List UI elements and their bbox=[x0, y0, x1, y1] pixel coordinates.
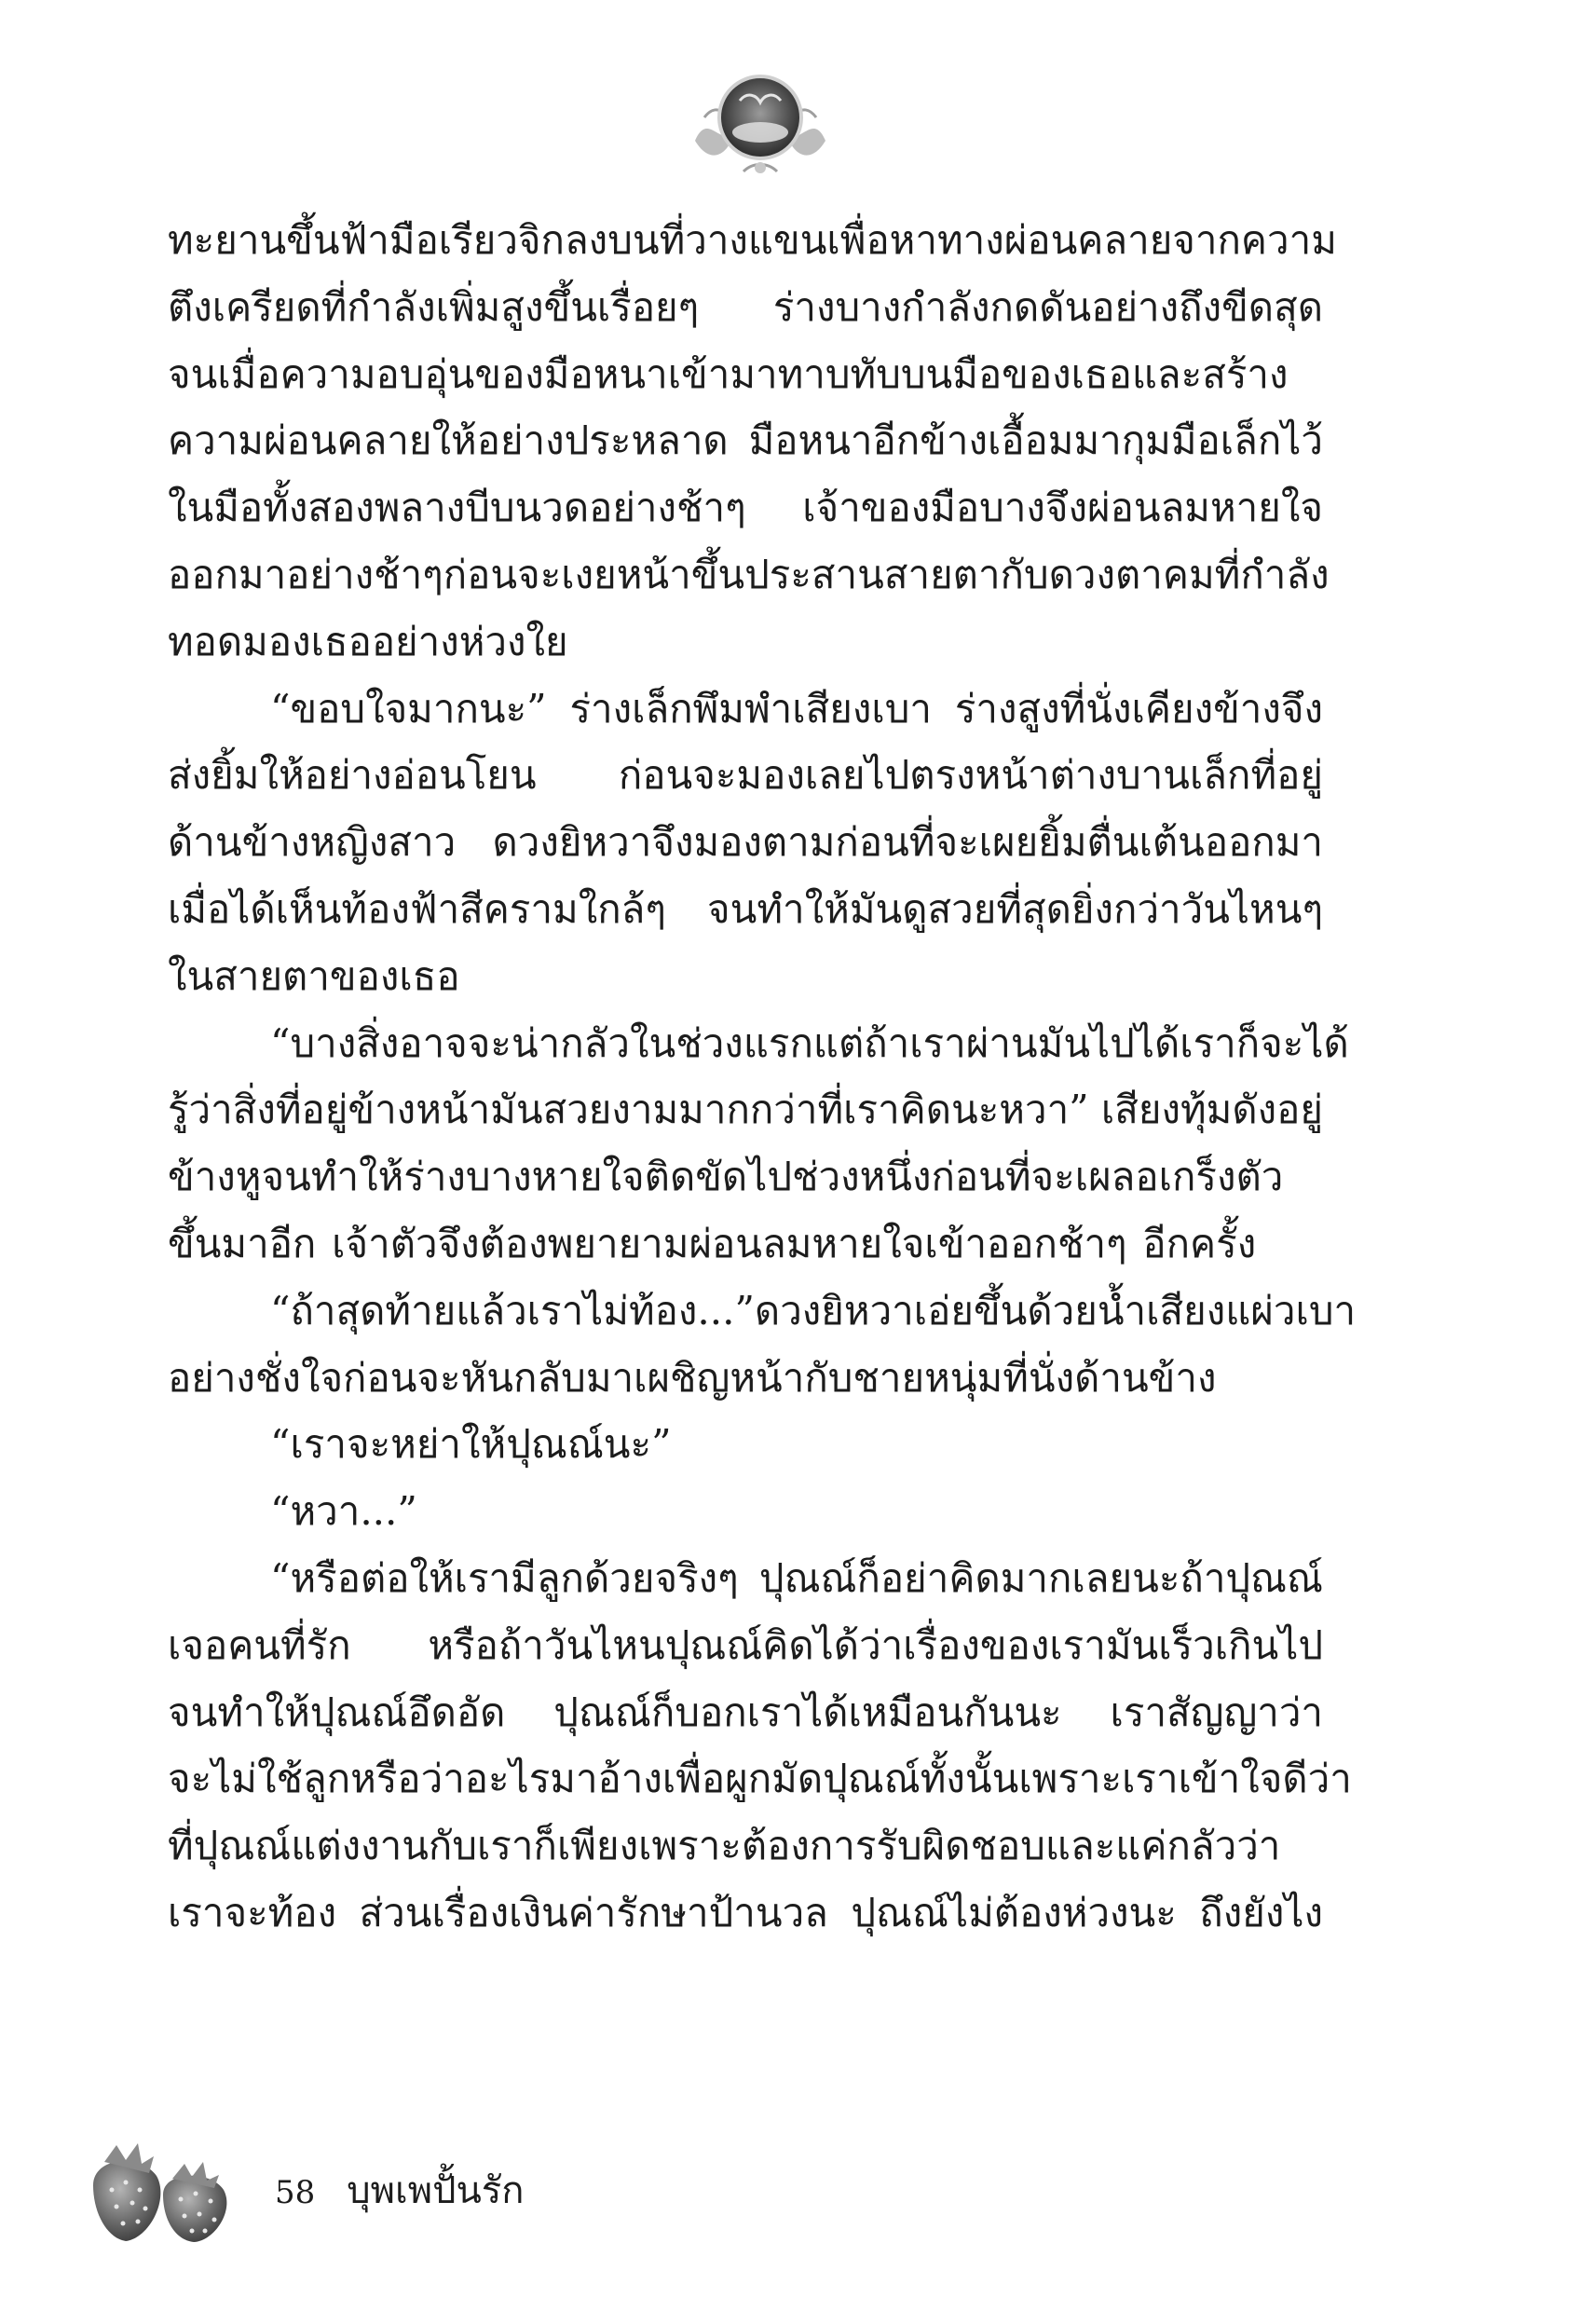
text-word: ส่งยิ้มให้อย่างอ่อนโยน bbox=[168, 752, 537, 799]
text-word: “บางสิ่งอาจจะน่ากลัวในช่วงแรก bbox=[270, 1019, 813, 1066]
text-word: ก่อนจะมองเลยไปตรงหน้าต่างบานเล็กที่อยู่ bbox=[618, 752, 1323, 799]
text-word: เราจะท้อง bbox=[168, 1889, 337, 1935]
text-word: ร่างบางกำลังกดดันอย่างถึงขีดสุด bbox=[772, 283, 1323, 330]
text-word: ดวงยิหวาจึงมองตามก่อนที่จะเผยยิ้มตื่นเต้นออกมา bbox=[492, 819, 1323, 866]
text-word: ความผ่อนคลายให้อย่างประหลาด bbox=[168, 417, 729, 464]
body-text bbox=[168, 207, 1357, 1947]
text-word: เสียงทุ้มดังอยู่ bbox=[1100, 1087, 1323, 1133]
text-line bbox=[168, 1880, 1323, 1947]
text-word: เพราะเราเข้าใจดีว่า bbox=[1018, 1756, 1352, 1802]
text-word: ตึงเครียดที่กำลังเพิ่มสูงขึ้นเรื่อยๆ bbox=[168, 283, 700, 330]
text-word: ปุณณ์ก็อย่าคิดมากเลยนะถ้าปุณณ์ bbox=[758, 1554, 1323, 1601]
strawberries-icon bbox=[84, 2134, 242, 2246]
text-word: เราสัญญาว่า bbox=[1110, 1689, 1323, 1735]
text-line bbox=[168, 809, 1323, 876]
text-line bbox=[168, 876, 1323, 943]
text-word: อย่างชั่งใจก่อนจะหันกลับมาเผชิญหน้ากับชายหนุ่มที่นั่งด้านข้าง bbox=[168, 1354, 1217, 1401]
text-word: ข้างหูจนทำให้ร่างบางหายใจติดขัดไปช่วงหนึ่งก่อนที่จะเผลอเกร็งตัว bbox=[168, 1154, 1284, 1200]
text-word: ก่อนจะเงยหน้าขึ้นประสานสายตากับดวงตาคมที่กำลัง bbox=[443, 551, 1330, 597]
text-line bbox=[168, 341, 1323, 408]
text-line bbox=[168, 1679, 1323, 1746]
text-word: ในมือทั้งสองพลางบีบนวดอย่างช้าๆ bbox=[168, 485, 746, 531]
header-crest-icon bbox=[686, 52, 835, 183]
text-line bbox=[168, 207, 1337, 274]
text-line bbox=[168, 1478, 1323, 1545]
text-word: จนทำให้ปุณณ์อึดอัด bbox=[168, 1689, 506, 1735]
text-line bbox=[168, 474, 1323, 541]
text-word: มือหนาอีกข้างเอื้อมมากุมมือเล็กไว้ bbox=[748, 417, 1323, 464]
text-line bbox=[168, 1210, 1323, 1278]
text-word: ทะยานขึ้นฟ้า bbox=[168, 217, 389, 263]
text-line bbox=[168, 1278, 1357, 1345]
text-word: เจ้าของมือบางจึงผ่อนลมหายใจ bbox=[802, 485, 1323, 531]
text-word: ที่ปุณณ์แต่งงานกับเราก็เพียงเพราะต้องการรับผิดชอบและแค่กลัวว่า bbox=[168, 1823, 1281, 1869]
page-footer bbox=[275, 2160, 525, 2220]
text-line bbox=[168, 1812, 1323, 1880]
text-word: ด้านข้างหญิงสาว bbox=[168, 819, 457, 866]
text-word: “เราจะหย่าให้ปุณณ์นะ” bbox=[270, 1421, 672, 1468]
text-word: ดวงยิหวาเอ่ยขึ้นด้วยน้ำเสียงแผ่วเบา bbox=[754, 1287, 1357, 1333]
text-word: แต่ถ้าเราผ่านมันไปได้ bbox=[812, 1019, 1180, 1066]
text-line bbox=[168, 274, 1323, 341]
text-word: “ขอบใจมากนะ” bbox=[270, 685, 547, 732]
text-line bbox=[168, 1545, 1323, 1612]
text-line bbox=[168, 1411, 1323, 1478]
text-line bbox=[168, 407, 1323, 474]
text-line bbox=[168, 541, 1330, 609]
text-line bbox=[168, 1745, 1352, 1812]
text-word: หรือถ้าวันไหนปุณณ์คิดได้ว่าเรื่องของเรามันเร็วเกินไป bbox=[428, 1621, 1323, 1668]
text-word: จะไม่ใช้ลูกหรือว่าอะไรมาอ้างเพื่อผูกมัดปุณณ์ทั้งนั้น bbox=[168, 1756, 1019, 1802]
text-word: ทอดมองเธออย่างห่วงใย bbox=[168, 618, 568, 664]
text-line bbox=[168, 1010, 1349, 1077]
text-word: มือเรียวจิกลงบนที่วางแขนเพื่อหาทางผ่อนคลายจากความ bbox=[389, 217, 1337, 263]
text-line bbox=[168, 1345, 1323, 1412]
text-word: เมื่อได้เห็นท้องฟ้าสีครามใกล้ๆ bbox=[168, 885, 666, 932]
text-word: เราก็จะได้ bbox=[1180, 1019, 1349, 1066]
text-word: ร่างเล็กพึมพำเสียงเบา bbox=[569, 685, 932, 732]
text-word: ร่างสูงที่นั่งเคียงข้างจึง bbox=[954, 685, 1323, 732]
text-line bbox=[168, 742, 1323, 809]
text-word: จนทำให้มันดูสวยที่สุดยิ่งกว่าวันไหนๆ bbox=[707, 885, 1323, 932]
text-line bbox=[168, 1143, 1323, 1210]
book-title: บุพเพปั้นรัก bbox=[347, 2169, 525, 2212]
text-word: รู้ว่าสิ่งที่อยู่ข้างหน้ามันสวยงามมากกว่าที่เราคิดนะหวา” bbox=[168, 1087, 1089, 1133]
text-word: เจอคนที่รัก bbox=[168, 1621, 351, 1668]
text-word: ปุณณ์ไม่ต้องห่วงนะ bbox=[851, 1889, 1177, 1935]
text-word: ถึงยังไง bbox=[1199, 1889, 1323, 1935]
text-word: ขึ้นมาอีก bbox=[168, 1220, 317, 1266]
text-word: เจ้าตัวจึงต้องพยายามผ่อนลมหายใจเข้าออกช้าๆ bbox=[332, 1220, 1127, 1266]
page-number: 58 bbox=[275, 2174, 316, 2211]
text-line bbox=[168, 1076, 1323, 1143]
text-word: ส่วนเรื่องเงินค่ารักษาป้านวล bbox=[359, 1889, 828, 1935]
text-word: “หรือต่อให้เรามีลูกด้วยจริงๆ bbox=[270, 1554, 739, 1601]
text-word: ปุณณ์ก็บอกเราได้เหมือนกันนะ bbox=[553, 1689, 1062, 1735]
text-word: “หวา...” bbox=[270, 1488, 417, 1535]
text-line bbox=[168, 1612, 1323, 1679]
text-line bbox=[168, 609, 1323, 676]
text-word: ออกมาอย่างช้าๆ bbox=[168, 551, 443, 597]
text-word: “ถ้าสุดท้ายแล้วเราไม่ท้อง...” bbox=[270, 1287, 755, 1333]
text-word: จนเมื่อความอบอุ่นของมือหนาเข้ามาทาบทับบนมือของเธอและสร้าง bbox=[168, 350, 1289, 397]
text-line bbox=[168, 676, 1323, 743]
text-word: ในสายตาของเธอ bbox=[168, 952, 460, 999]
text-word: อีกครั้ง bbox=[1142, 1220, 1257, 1266]
text-line bbox=[168, 943, 1323, 1010]
